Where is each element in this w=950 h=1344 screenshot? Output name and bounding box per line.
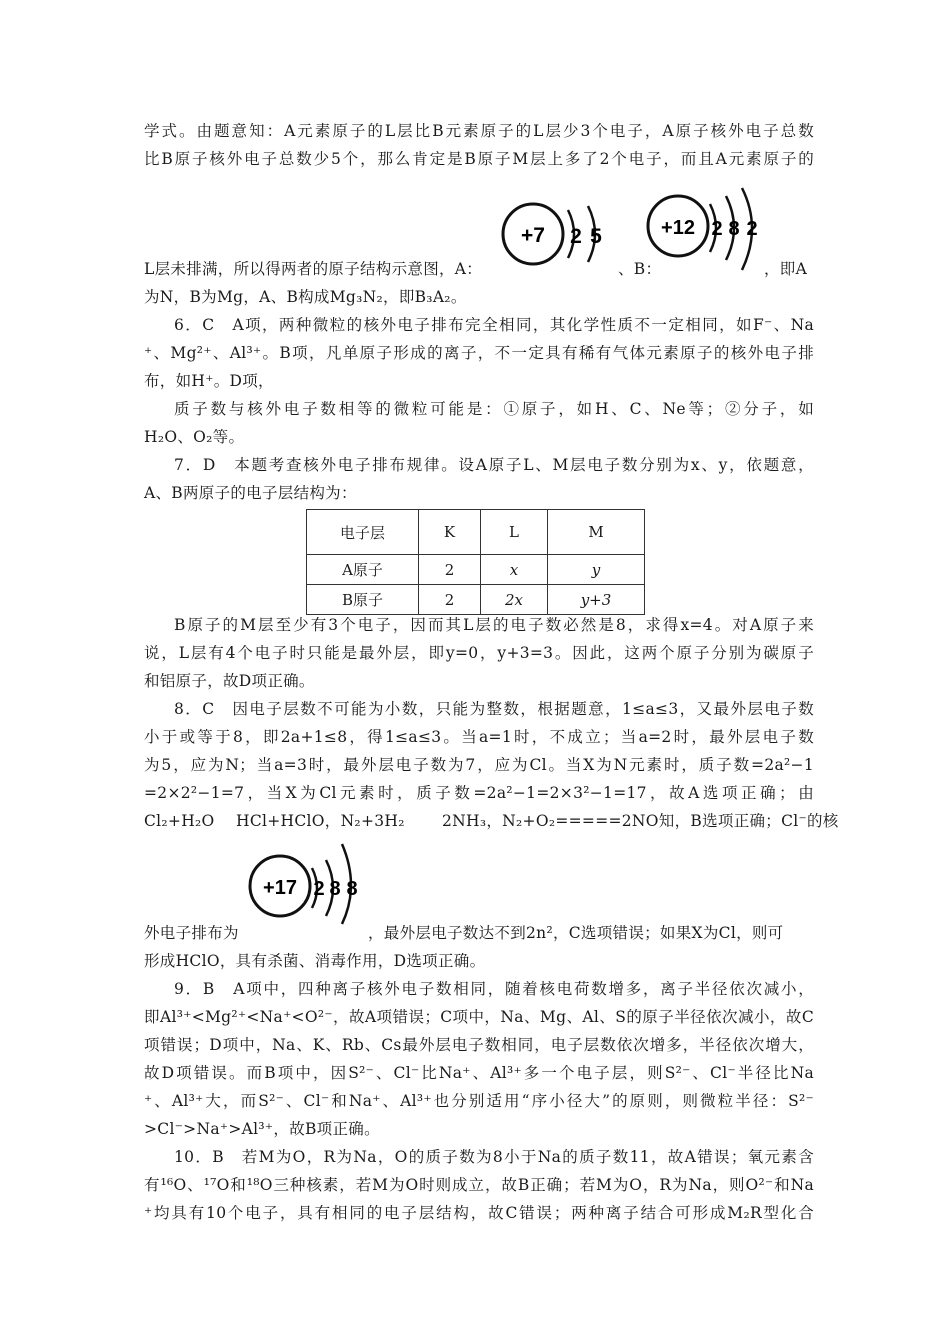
table-header-row: [307, 510, 645, 555]
table-cell: A原子: [307, 555, 419, 585]
table-cell: B原子: [307, 585, 419, 615]
p7-line2: A、B两原子的电子层结构为：: [144, 484, 357, 502]
atom-structure-diagram-b: [644, 184, 764, 276]
p8-line5-c: 2NH₃，N₂+O₂=====2NO知，B选项正确；Cl⁻的核: [442, 812, 839, 830]
atom-b-shell-3: 2: [746, 218, 758, 240]
p5-line1: 学式。由题意知：A元素原子的L层比B元素原子的L层少3个电子，A原子核外电子总数: [144, 122, 814, 140]
table-cell: x: [481, 555, 548, 585]
ion-cl-shell-1: 2: [313, 878, 325, 900]
p8-line6-b: ，最外层电子数达不到2n²，C选项错误；如果X为Cl，则可: [368, 924, 784, 942]
p10-line1: 10．B 若M为O，R为Na，O的质子数为8小于Na的质子数11，故A错误；氧元素含: [174, 1148, 814, 1166]
p9-line5: ⁺、Al³⁺大，而S²⁻、Cl⁻和Na⁺、Al³⁺也分别适用“序小径大”的原则，则微粒半径：S²⁻: [144, 1092, 814, 1110]
atom-structure-diagram-a: [498, 194, 608, 276]
p5-line4: 为N，B为Mg，A、B构成Mg₃N₂，即B₃A₂。: [144, 288, 467, 306]
p7-line5: 和铝原子，故D项正确。: [144, 672, 315, 690]
p9-line3: 项错误；D项中，Na、K、Rb、Cs最外层电子数相同，电子层数依次增多，半径依次增大，: [144, 1036, 814, 1054]
table-row: [307, 585, 645, 615]
p5-line3-c: ，即A: [764, 260, 808, 278]
p6-line3: 布，如H⁺。D项，: [144, 372, 274, 390]
table-header-cell: K: [419, 510, 481, 555]
p8-line5-b: HCl+HClO，N₂+3H₂: [236, 812, 405, 830]
ion-cl-shell-2: 8: [329, 878, 341, 900]
table-row: [307, 555, 645, 585]
p9-line6: >Cl⁻>Na⁺>Al³⁺，故B项正确。: [144, 1120, 380, 1138]
p8-line1: 8．C 因电子层数不可能为小数，只能为整数，根据题意，1≤a≤3，又最外层电子数: [174, 700, 814, 718]
p6-line2: ⁺、Mg²⁺、Al³⁺。B项，凡单原子形成的离子，不一定具有稀有气体元素原子的核外电子排: [144, 344, 814, 362]
atom-b-shell-2: 8: [728, 218, 740, 240]
electron-shell-table: [306, 509, 645, 615]
p6-line1: 6．C A项，两种微粒的核外电子排布完全相同，其化学性质不一定相同，如F⁻、Na: [174, 316, 814, 334]
atom-a-shell-2: 5: [590, 225, 602, 248]
p7-line4: 说，L层有4个电子时只能是最外层，即y=0，y+3=3。因此，这两个原子分别为碳原子: [144, 644, 814, 662]
atom-b-nucleus: +12: [661, 217, 695, 239]
table-cell: 2: [419, 585, 481, 615]
table-cell: 2: [419, 555, 481, 585]
ion-structure-diagram-cl: [246, 840, 366, 924]
p9-line2: 即Al³⁺<Mg²⁺<Na⁺<O²⁻，故A项错误；C项中，Na、Mg、Al、S的原子半径依次减小，故C: [144, 1008, 814, 1026]
table-cell: y: [548, 555, 645, 585]
p5-line2: 比B原子核外电子总数少5个，那么肯定是B原子M层上多了2个电子，而且A元素原子的: [144, 150, 814, 168]
p7-line1: 7．D 本题考查核外电子排布规律。设A原子L、M层电子数分别为x、y，依题意，: [174, 456, 814, 474]
p5-line3-a: L层未排满，所以得两者的原子结构示意图，A：: [144, 260, 483, 278]
p6-line4: 质子数与核外电子数相等的微粒可能是：①原子，如H、C、Ne等；②分子，如: [174, 400, 814, 418]
p10-line3: ⁺均具有10个电子，具有相同的电子层结构，故C错误；两种离子结合可形成M₂R型化合: [144, 1204, 814, 1222]
atom-a-nucleus: +7: [521, 224, 545, 247]
table-header-cell: 电子层: [307, 510, 419, 555]
p5-line3-b: 、B：: [618, 260, 662, 278]
table-header-cell: L: [481, 510, 548, 555]
p8-line6-a: 外电子排布为: [144, 924, 239, 942]
table-cell: y+3: [548, 585, 645, 615]
p9-line1: 9．B A项中，四种离子核外电子数相同，随着核电荷数增多，离子半径依次减小，: [174, 980, 814, 998]
p8-line2: 小于或等于8，即2a+1≤8，得1≤a≤3。当a=1时，不成立；当a=2时，最外层电子数: [144, 728, 814, 746]
table-header-cell: M: [548, 510, 645, 555]
p8-line5-a: Cl₂+H₂O: [144, 812, 215, 830]
table-cell: 2x: [481, 585, 548, 615]
p7-line3: B原子的M层至少有3个电子，因而其L层的电子数必然是8，求得x=4。对A原子来: [174, 616, 814, 634]
p10-line2: 有¹⁶O、¹⁷O和¹⁸O三种核素，若M为O时则成立，故B正确；若M为O，R为Na，则O²⁻和Na: [144, 1176, 814, 1194]
p8-line3: 为5，应为N；当a=3时，最外层电子数为7，应为Cl。当X为N元素时，质子数=2a²−1: [144, 756, 814, 774]
p9-line4: 故D项错误。而B项中，因S²⁻、Cl⁻比Na⁺、Al³⁺多一个电子层，则S²⁻、Cl⁻半径比Na: [144, 1064, 814, 1082]
ion-cl-shell-3: 8: [346, 878, 358, 900]
p6-line5: H₂O、O₂等。: [144, 428, 245, 446]
atom-b-shell-1: 2: [711, 218, 723, 240]
ion-cl-nucleus: +17: [263, 877, 297, 899]
p8-line7: 形成HClO，具有杀菌、消毒作用，D选项正确。: [144, 952, 486, 970]
p8-line4: =2×2²−1=7，当X为Cl元素时，质子数=2a²−1=2×3²−1=17，故A选项正确；由: [144, 784, 814, 802]
atom-a-shell-1: 2: [570, 225, 582, 248]
